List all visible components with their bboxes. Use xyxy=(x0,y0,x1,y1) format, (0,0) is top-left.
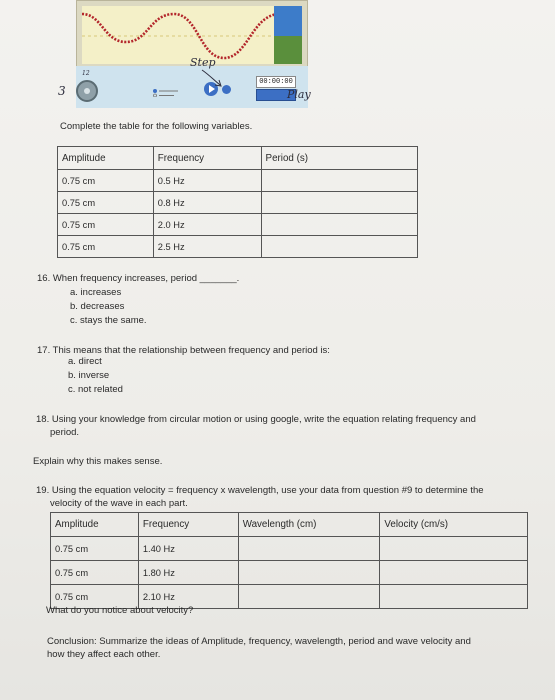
cell-amplitude: 0.75 cm xyxy=(51,585,139,609)
table-header-row xyxy=(51,513,528,537)
cell-period[interactable] xyxy=(261,170,417,192)
cell-velocity[interactable] xyxy=(380,561,528,585)
oscillator-center xyxy=(84,88,90,94)
header-period: Period (s) xyxy=(261,147,417,170)
oscillator-knob[interactable] xyxy=(76,80,98,102)
cell-velocity[interactable] xyxy=(380,585,528,609)
table-row xyxy=(51,537,528,561)
q17-option-a[interactable]: a. direct xyxy=(68,356,102,367)
table-header-row xyxy=(58,147,418,170)
velocity-table xyxy=(50,512,528,609)
handwritten-mark: 12 xyxy=(82,70,90,77)
cell-frequency: 0.8 Hz xyxy=(153,192,261,214)
header-frequency: Frequency xyxy=(138,513,238,537)
cell-amplitude: 0.75 cm xyxy=(58,192,154,214)
header-amplitude: Amplitude xyxy=(58,147,154,170)
cell-frequency: 2.10 Hz xyxy=(138,585,238,609)
window-sky xyxy=(274,6,302,36)
question-19-line2: velocity of the wave in each part. xyxy=(50,498,188,509)
question-18-line1: 18. Using your knowledge from circular motion or using google, write the equation relating frequency and xyxy=(36,414,476,425)
window-grass xyxy=(274,36,302,64)
table-row xyxy=(51,561,528,585)
cell-wavelength[interactable] xyxy=(238,537,380,561)
header-frequency: Frequency xyxy=(153,147,261,170)
table-row xyxy=(58,236,418,258)
cell-amplitude: 0.75 cm xyxy=(58,214,154,236)
cell-amplitude: 0.75 cm xyxy=(58,236,154,258)
q17-option-c[interactable]: c. not related xyxy=(68,384,123,395)
handwritten-arrow xyxy=(200,68,226,88)
cell-frequency: 1.80 Hz xyxy=(138,561,238,585)
cell-period[interactable] xyxy=(261,214,417,236)
question-18-line2: period. xyxy=(50,427,80,438)
table-row xyxy=(58,214,418,236)
table-instructions: Complete the table for the following variables. xyxy=(60,121,253,132)
cell-frequency: 2.5 Hz xyxy=(153,236,261,258)
cell-velocity[interactable] xyxy=(380,537,528,561)
speed-radio-group[interactable] xyxy=(152,84,180,93)
header-velocity: Velocity (cm/s) xyxy=(380,513,528,537)
handwritten-oscillator-number: 3 xyxy=(58,84,66,98)
cell-amplitude: 0.75 cm xyxy=(51,537,139,561)
cell-wavelength[interactable] xyxy=(238,585,380,609)
cell-frequency: 0.5 Hz xyxy=(153,170,261,192)
conclusion-line1: Conclusion: Summarize the ideas of Amplitude, frequency, wavelength, period and wave velocity and xyxy=(47,636,471,647)
cell-frequency: 1.40 Hz xyxy=(138,537,238,561)
cell-amplitude: 0.75 cm xyxy=(58,170,154,192)
handwritten-step-label: Step xyxy=(190,56,216,69)
cell-amplitude: 0.75 cm xyxy=(51,561,139,585)
timer-readout: 00:00:00 xyxy=(256,76,296,88)
cell-period[interactable] xyxy=(261,192,417,214)
header-wavelength: Wavelength (cm) xyxy=(238,513,380,537)
handwritten-play-label: Play xyxy=(287,88,311,101)
velocity-notice-prompt: What do you notice about velocity? xyxy=(46,605,194,616)
q16-option-a[interactable]: a. increases xyxy=(70,287,122,298)
cell-period[interactable] xyxy=(261,236,417,258)
frequency-period-table xyxy=(57,146,418,258)
question-17: 17. This means that the relationship between frequency and period is: xyxy=(37,345,330,356)
explain-prompt: Explain why this makes sense. xyxy=(33,456,163,467)
question-16: 16. When frequency increases, period _______. xyxy=(37,273,240,284)
cell-wavelength[interactable] xyxy=(238,561,380,585)
header-amplitude: Amplitude xyxy=(51,513,139,537)
wave-simulation-image xyxy=(76,0,308,110)
q17-option-b[interactable]: b. inverse xyxy=(68,370,110,381)
q16-option-c[interactable]: c. stays the same. xyxy=(70,315,147,326)
conclusion-line2: how they affect each other. xyxy=(47,649,161,660)
question-19-line1: 19. Using the equation velocity = frequency x wavelength, use your data from question #9 to determine the xyxy=(36,485,484,496)
table-row xyxy=(58,192,418,214)
q16-option-b[interactable]: b. decreases xyxy=(70,301,125,312)
cell-frequency: 2.0 Hz xyxy=(153,214,261,236)
table-row xyxy=(58,170,418,192)
